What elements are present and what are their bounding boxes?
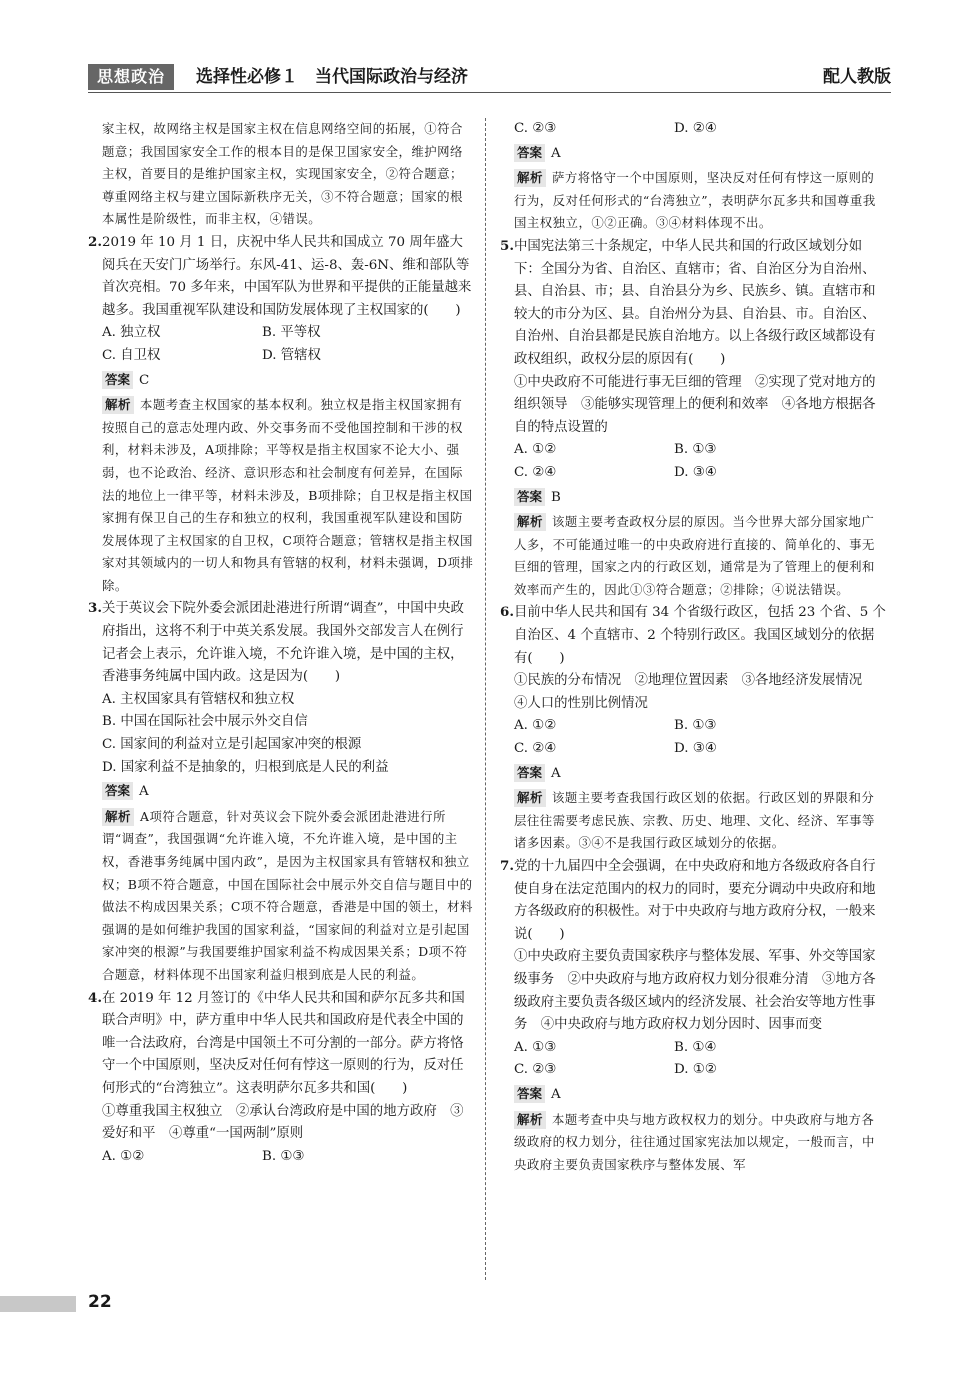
analysis-tag: 解析 — [514, 1111, 546, 1129]
answer-line — [500, 487, 886, 510]
answer-value: A — [551, 145, 561, 161]
answer-tag: 答案 — [514, 488, 545, 506]
option-b: B. 平等权 — [262, 325, 321, 341]
answer-line — [88, 781, 474, 804]
question-number: 3. — [88, 600, 102, 617]
answer-value: A — [139, 784, 149, 800]
question-stem: 中国宪法第三十条规定，中华人民共和国的行政区域划分如下：全国分为省、自治区、直辖市；省、自治区分为自治州、县、自治县、市；县、自治县分为乡、民族乡、镇。直辖市和较大的市分为区、县。自治州分为县、自治县、市。自治区、自治州、自治县都是民族自治地方。以上各级行政区域都设有政权组织，政权分层的原因有( ) — [514, 238, 876, 367]
question-stem: 目前中华人民共和国有 34 个省级行政区，包括 23 个省、5 个自治区、4 个直辖市、2 个特别行政区。我国区域划分的依据有( ) — [514, 605, 886, 666]
question-number: 4. — [88, 989, 102, 1006]
statement-items: ①中央政府不可能进行事无巨细的管理 ②实现了党对地方的组织领导 ③能够实现管理上的便利和效率 ④各地方根据各自的特点设置的 — [514, 374, 876, 435]
question-stem: 2019 年 10 月 1 日，庆祝中华人民共和国成立 70 周年盛大阅兵在天安门广场举行。东风-41、运-8、轰-6N、维和部队等首次亮相。70 多年来，中国军队为世界和平提供的正能量越来越多。我国重视军队建设和国防发展体现了主权国家的( ) — [102, 234, 472, 318]
left-column — [88, 118, 474, 1168]
analysis-text — [88, 394, 474, 597]
option-a: A. ①② — [514, 718, 557, 734]
question-stem: 党的十九届四中全会强调，在中央政府和地方各级政府各自行使自身在法定范围内的权力的同时，要充分调动中央政府和地方各级政府的积极性。对于中央政府与地方政府分权，一般来说( ) — [514, 859, 876, 942]
continued-analysis: 家主权，故网络主权是国家主权在信息网络空间的拓展，①符合题意；我国国家安全工作的根本目的是保卫国家安全，维护网络主权，首要目的是维护国家主权，实现国家安全，②符合题意；尊重网络主权与建立国际新秩序无关，③不符合题意；国家的根本属性是阶级性，而非主权，④错误。 — [102, 121, 463, 227]
answer-tag: 答案 — [102, 782, 133, 800]
option-d: D. ③④ — [674, 741, 717, 757]
analysis-body: 该题主要考查我国行政区划的依据。行政区划的界限和分层往往需要考虑民族、宗教、历史、地理、文化、经济、军事等诸多因素。③④不是我国行政区域划分的依据。 — [514, 790, 875, 851]
option-a: A. 独立权 — [102, 325, 161, 341]
analysis-body: 本题考查中央与地方政权权力的划分。中央政府与地方各级政府的权力划分，往往通过国家宪法加以规定，一般而言，中央政府主要负责国家秩序与整体发展、军 — [514, 1111, 875, 1172]
option-a: A. 主权国家具有管辖权和独立权 — [102, 691, 295, 707]
options-row — [88, 345, 474, 368]
option-c: C. 国家间的利益对立是引起国家冲突的根源 — [102, 737, 362, 753]
option-b: B. ①③ — [674, 718, 717, 734]
right-column — [500, 118, 886, 1176]
analysis-text — [500, 167, 886, 235]
analysis-tag: 解析 — [102, 396, 134, 414]
option-b: B. ①③ — [262, 1148, 305, 1164]
analysis-text — [500, 511, 886, 601]
answer-line — [88, 370, 474, 393]
subject-tag: 思想政治 — [88, 64, 174, 90]
analysis-text — [88, 806, 474, 987]
answer-line — [500, 763, 886, 786]
option-d: D. ③④ — [674, 464, 717, 480]
options-row — [500, 462, 886, 485]
question-number: 7. — [500, 858, 514, 874]
option-c: C. ②③ — [514, 121, 557, 136]
option-d: D. ②④ — [674, 121, 717, 136]
analysis-body: 该题主要考查政权分层的原因。当今世界大部分国家地广人多，不可能通过唯一的中央政府进行直接的、简单化的、事无巨细的管理，国家之内的行政区划，通常是为了管理上的便利和效率而产生的，因此①③符合题意；②排除；④说法错误。 — [514, 514, 875, 597]
option-c: C. ②④ — [514, 464, 557, 480]
footer-bar — [0, 1296, 76, 1312]
answer-line — [500, 143, 886, 166]
option-b: B. ①④ — [674, 1039, 717, 1055]
option-c: C. ②④ — [514, 741, 557, 757]
analysis-tag: 解析 — [102, 808, 134, 826]
options-row — [500, 715, 886, 738]
answer-tag: 答案 — [514, 1085, 545, 1103]
option-b: B. 中国在国际社会中展示外交自信 — [102, 714, 308, 730]
statement-items: ①尊重我国主权独立 ②承认台湾政府是中国的地方政府 ③爱好和平 ④尊重“一国两制”原则 — [102, 1103, 464, 1142]
analysis-tag: 解析 — [514, 789, 546, 807]
book-title: 选择性必修１ 当代国际政治与经济 — [196, 67, 468, 87]
analysis-text — [500, 1109, 886, 1177]
option-a: A. ①② — [102, 1148, 145, 1164]
answer-value: A — [551, 765, 561, 781]
options-row — [500, 439, 886, 462]
analysis-body: 本题考查主权国家的基本权利。独立权是指主权国家拥有按照自己的意志处理内政、外交事务而不受他国控制和干涉的权利，材料未涉及，A项排除；平等权是指主权国家不论大小、强弱，也不论政治、经济、意识形态和社会制度有何差异，在国际法的地位上一律平等，材料未涉及，B项排除；自卫权是指主权国家拥有保卫自己的生存和独立的权利，我国重视军队建设和国防发展体现了主权国家的自卫权，C项符合题意；管辖权是指主权国家对其领域内的一切人和物具有管辖的权利，材料未强调，D项排除。 — [102, 397, 474, 593]
answer-tag: 答案 — [514, 764, 545, 782]
analysis-tag: 解析 — [514, 169, 546, 187]
options-row — [500, 738, 886, 761]
column-divider — [485, 118, 486, 1280]
question-3 — [88, 597, 474, 986]
options-row — [88, 1146, 474, 1169]
answer-value: B — [551, 489, 561, 505]
question-number: 6. — [500, 604, 514, 621]
answer-line — [500, 1084, 886, 1107]
statement-items: ①中央政府主要负责国家秩序与整体发展、军事、外交等国家级事务 ②中央政府与地方政府权力划分很难分清 ③地方各级政府主要负责各级区域内的经济发展、社会治安等地方性事务 ④中央政府与地方政府权力划分因时、因事而变 — [514, 949, 876, 1033]
question-4 — [88, 987, 474, 1169]
statement-items: ①民族的分布情况 ②地理位置因素 ③各地经济发展情况 ④人口的性别比例情况 — [514, 673, 876, 711]
question-stem: 在 2019 年 12 月签订的《中华人民共和国和萨尔瓦多共和国联合声明》中，萨方重申中华人民共和国政府是代表全中国的唯一合法政府，台湾是中国领土不可分割的一部分。萨方将恪守一个中国原则，坚决反对任何有悖这一原则的行为，反对任何形式的“台湾独立”。这表明萨尔瓦多共和国( ) — [102, 990, 465, 1096]
options-row — [88, 322, 474, 345]
analysis-body: A项符合题意，针对英议会下院外委会派团赴港进行所谓“调查”，我国强调“允许谁入境，不允许谁入境，是中国的主权，香港事务纯属中国内政”，是因为主权国家具有管辖权和独立权；B项不符合题意，中国在国际社会中展示外交自信与题目中的做法不构成因果关系；C项不符合题意，香港是中国的领土，材料强调的是如何维护我国的国家利益，“国家间的利益对立是引起国家冲突的根源”与我国要维护国家利益不构成因果关系；D项不符合题意，材料体现不出国家利益归根到底是人民的利益。 — [102, 808, 473, 982]
option-a: A. ①② — [514, 442, 557, 458]
question-7 — [500, 855, 886, 1176]
question-5 — [500, 235, 886, 602]
page-header — [88, 64, 891, 93]
analysis-body: 萨方将恪守一个中国原则，坚决反对任何有悖这一原则的行为，反对任何形式的“台湾独立”，表明萨尔瓦多共和国尊重我国主权独立，①②正确。③④材料体现不出。 — [514, 170, 876, 231]
answer-tag: 答案 — [514, 144, 545, 162]
option-c: C. 自卫权 — [102, 347, 161, 363]
answer-tag: 答案 — [102, 371, 133, 389]
option-b: B. ①③ — [674, 442, 717, 458]
options-row — [500, 1037, 886, 1060]
question-stem: 关于英议会下院外委会派团赴港进行所谓“调查”，中国中央政府指出，这将不利于中英关系发展。我国外交部发言人在例行记者会上表示，允许谁入境，不允许谁入境，是中国的主权，香港事务纯属中国内政。这是因为( ) — [102, 601, 464, 685]
options-row — [500, 118, 886, 141]
edition-label: 配人教版 — [823, 67, 891, 87]
question-number: 2. — [88, 233, 102, 250]
question-6 — [500, 601, 886, 855]
analysis-text — [500, 787, 886, 855]
option-c: C. ②③ — [514, 1062, 557, 1078]
answer-value: C — [139, 372, 150, 388]
option-a: A. ①③ — [514, 1039, 557, 1055]
option-d: D. 国家利益不是抽象的，归根到底是人民的利益 — [102, 759, 389, 775]
analysis-tag: 解析 — [514, 513, 546, 531]
question-2 — [88, 231, 474, 598]
option-d: D. 管辖权 — [262, 347, 321, 363]
answer-value: A — [551, 1086, 561, 1102]
options-row — [500, 1059, 886, 1082]
question-4-continued — [500, 118, 886, 235]
question-number: 5. — [500, 237, 514, 254]
option-d: D. ①② — [674, 1062, 717, 1078]
page-number: 22 — [88, 1292, 112, 1312]
